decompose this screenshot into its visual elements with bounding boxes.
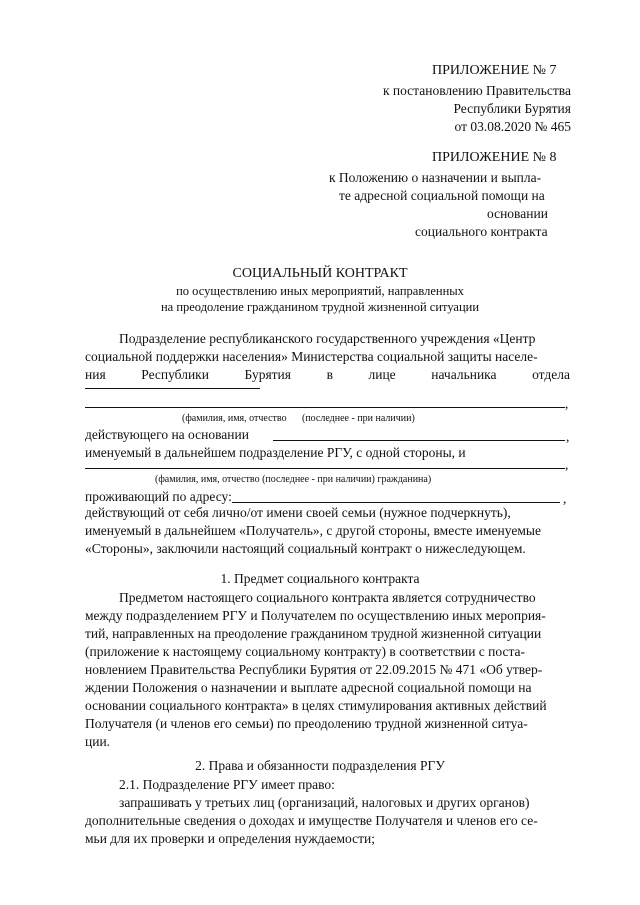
comma: , [565,457,569,472]
field-hint: (последнее - при наличии) [302,413,415,424]
contract-subtitle-line: по осуществлению иных мероприятий, направленных [176,284,464,298]
clause-2-1: 2.1. Подразделение РГУ имеет право: [119,777,335,792]
head-name-field[interactable] [85,407,565,408]
section-2-heading: 2. Права и обязанности подразделения РГУ [195,758,445,773]
intro-line: Подразделение республиканского государственного учреждения «Центр [119,331,536,346]
section-2-line: мьи для их проверки и определения нуждаемости; [85,831,375,846]
acting-basis-label: действующего на основании [85,427,249,442]
appendix-7-line: Республики Бурятия [453,101,571,116]
appendix-8-line: те адресной социальной помощи на [339,188,545,203]
residing-label: проживающий по адресу: [85,489,232,504]
field-hint: (фамилия, имя, отчество (последнее - при наличии) гражданина) [155,474,432,485]
contract-subtitle-line: на преодоление гражданином трудной жизненной ситуации [160,300,480,314]
field-hint: (фамилия, имя, отчество [182,413,287,424]
intro-justified-line [85,367,570,383]
intro-word: ния [85,367,106,382]
acting-basis-field[interactable] [273,440,565,441]
intro-word: Бурятия [244,367,291,382]
appendix-7-line: к постановлению Правительства [382,83,571,98]
acting-self-line: действующий от себя лично/от имени своей семьи (нужное подчеркнуть), [85,505,511,520]
intro-word: в [326,367,333,382]
section-1-line: между подразделением РГУ и Получателем по осуществлению иных мероприя- [85,608,546,623]
comma: , [563,491,567,506]
appendix-8-line: к Положению о назначении и выпла- [329,170,542,185]
appendix-7-line: от 03.08.2020 № 465 [454,119,571,134]
section-1-line: (приложение к настоящему социальному контракту) в соответствии с поста- [85,644,526,659]
comma: , [566,429,570,444]
intro-word: Республики [141,367,209,382]
citizen-name-field[interactable] [85,468,565,469]
section-1-line: тий, направленных на преодоление гражданином трудной жизненной ситуации [85,626,542,641]
intro-word: лице [368,367,396,382]
appendix-7-title: ПРИЛОЖЕНИЕ № 7 [432,63,557,78]
address-field[interactable] [232,502,560,503]
section-1-line: Предметом настоящего социального контракта является сотрудничество [119,590,536,605]
comma: , [565,396,569,411]
named-recipient-line: именуемый в дальнейшем «Получатель», с другой стороны, вместе именуемые [85,523,541,538]
appendix-8-line: социального контракта [415,224,548,239]
section-1-line: ждении Положения о назначении и выплате адресной социальной помощи на [85,680,532,695]
section-1-line: основании социального контракта» в целях стимулирования активных действий [85,698,547,713]
intro-word: начальника [431,367,497,382]
intro-word: отдела [532,367,570,382]
appendix-8-title: ПРИЛОЖЕНИЕ № 8 [432,150,557,165]
section-1-heading: 1. Предмет социального контракта [220,571,420,586]
department-name-field[interactable] [85,388,260,389]
section-1-line: Получателя (и членов его семьи) по преодолению трудной жизненной ситуа- [85,716,528,731]
intro-line: социальной поддержки населения» Министерства социальной защиты населе- [85,349,538,364]
contract-title: СОЦИАЛЬНЫЙ КОНТРАКТ [232,266,408,281]
appendix-8-line: основании [487,206,548,221]
parties-line: «Стороны», заключили настоящий социальный контракт о нижеследующем. [85,541,526,556]
section-1-line: ции. [85,734,111,749]
section-2-line: дополнительные сведения о доходах и имуществе Получателя и членов его се- [85,813,538,828]
section-2-line: запрашивать у третьих лиц (организаций, налоговых и других органов) [119,795,530,810]
named-rgu-line: именуемый в дальнейшем подразделение РГУ, с одной стороны, и [85,445,466,460]
section-1-line: новлением Правительства Республики Бурятия от 22.09.2015 № 471 «Об утвер- [85,662,543,677]
